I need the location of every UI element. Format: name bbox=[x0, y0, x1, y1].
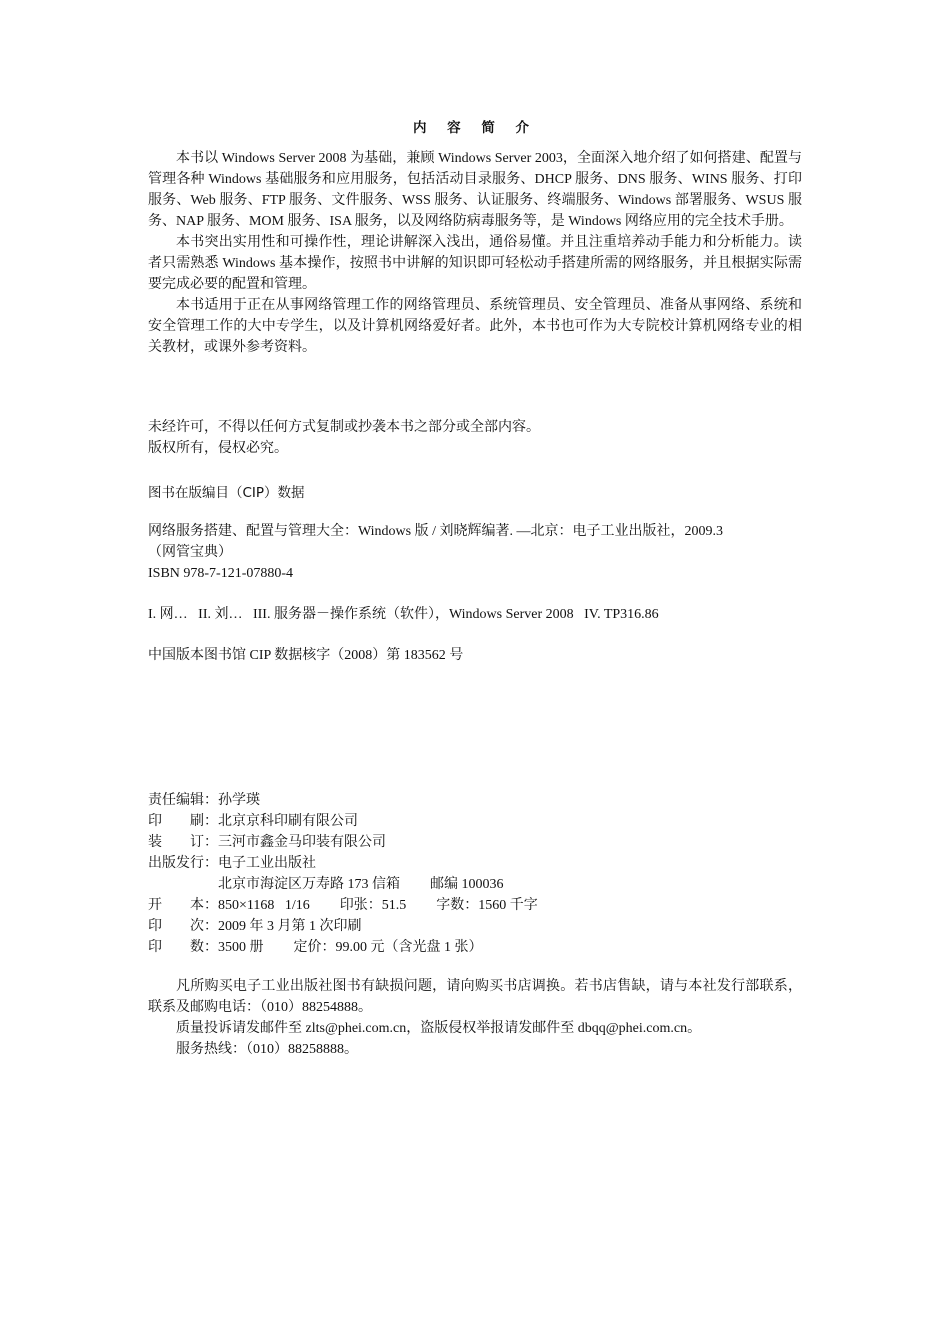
imprint-label: 责任编辑： bbox=[148, 793, 218, 808]
imprint-value: 孙学瑛 bbox=[218, 793, 260, 808]
rights-line: 版权所有，侵权必究。 bbox=[148, 441, 288, 456]
imprint-value: 2009 年 3 月第 1 次印刷 bbox=[218, 919, 362, 934]
cip-heading: 图书在版编目（CIP）数据 bbox=[148, 485, 305, 501]
purchase-notice bbox=[148, 976, 802, 1060]
imprint-row bbox=[148, 937, 538, 958]
copyright-notice bbox=[148, 417, 540, 459]
purchase-paragraph: 凡所购买电子工业出版社图书有缺损问题，请向购买书店调换。若书店售缺，请与本社发行部联系，联系及邮购电话：（010）88254888。 bbox=[148, 979, 802, 1015]
imprint-value: 定价：99.00 元（含光盘 1 张） bbox=[293, 940, 483, 955]
page-title: 内 容 简 介 bbox=[412, 120, 538, 136]
imprint-label: 装 订： bbox=[148, 835, 218, 850]
imprint-value: 印张：51.5 bbox=[339, 898, 407, 913]
summary-paragraph: 本书突出实用性和可操作性，理论讲解深入浅出，通俗易懂。并且注重培养动手能力和分析能力。读者只需熟悉 Windows 基本操作，按照书中讲解的知识即可轻松动手搭建所需的网络服务，并且根据实际需要完成必要的配置和管理。 bbox=[148, 235, 802, 292]
imprint-label: 印 次： bbox=[148, 919, 218, 934]
imprint-label: 印 刷： bbox=[148, 814, 218, 829]
cip-series-line: （网管宝典） bbox=[148, 545, 232, 560]
imprint-label: 印 数： bbox=[148, 940, 218, 955]
summary-paragraph: 本书适用于正在从事网络管理工作的网络管理员、系统管理员、安全管理员、准备从事网络、系统和安全管理工作的大中专学生，以及计算机网络爱好者。此外，本书也可作为大专院校计算机网络专业的相关教材，或课外参考资料。 bbox=[148, 298, 802, 355]
cip-bibliographic-line: 网络服务搭建、配置与管理大全：Windows 版 / 刘晓辉编著. —北京：电子工业出版社，2009.3 bbox=[148, 524, 723, 539]
imprint-value: 三河市鑫金马印装有限公司 bbox=[218, 835, 386, 850]
cip-data bbox=[148, 521, 723, 666]
imprint-value: 3500 册 bbox=[218, 940, 264, 955]
cip-classification: I. 网… II. 刘… III. 服务器－操作系统（软件），Windows Server 2008 IV. TP316.86 bbox=[148, 607, 659, 622]
imprint-value: 北京市海淀区万寿路 173 信箱 bbox=[218, 877, 400, 892]
imprint-value: 字数：1560 千字 bbox=[436, 898, 538, 913]
imprint-row bbox=[148, 895, 538, 916]
summary-section bbox=[148, 148, 802, 358]
imprint-row bbox=[148, 790, 538, 811]
isbn: ISBN 978-7-121-07880-4 bbox=[148, 566, 294, 581]
imprint-block bbox=[148, 790, 538, 958]
imprint-value: 北京京科印刷有限公司 bbox=[218, 814, 358, 829]
summary-paragraph: 本书以 Windows Server 2008 为基础，兼顾 Windows Server 2003，全面深入地介绍了如何搭建、配置与管理各种 Windows 基础服务和应用服务，包括活动目录服务、DHCP 服务、DNS 服务、WINS 服务、打印服务、Web 服务、FTP 服务、文件服务、WSS 服务、认证服务、终端服务、Windows 部署服务、WSUS 服务、NAP 服务、MOM 服务、ISA 服务，以及网络防病毒服务等，是 Windows 网络应用的完全技术手册。 bbox=[148, 151, 802, 229]
cip-check-number: 中国版本图书馆 CIP 数据核字（2008）第 183562 号 bbox=[148, 648, 464, 663]
imprint-value: 850×1168 1/16 bbox=[218, 898, 310, 913]
purchase-paragraph: 质量投诉请发邮件至 zlts@phei.com.cn，盗版侵权举报请发邮件至 dbqq@phei.com.cn。 bbox=[176, 1021, 702, 1036]
purchase-paragraph: 服务热线：（010）88258888。 bbox=[176, 1042, 358, 1057]
imprint-label: 开 本： bbox=[148, 898, 218, 913]
imprint-row bbox=[148, 832, 538, 853]
imprint-value: 邮编 100036 bbox=[430, 877, 504, 892]
imprint-row bbox=[148, 874, 538, 895]
imprint-value: 电子工业出版社 bbox=[218, 856, 316, 871]
copyright-line: 未经许可，不得以任何方式复制或抄袭本书之部分或全部内容。 bbox=[148, 420, 540, 435]
imprint-row bbox=[148, 853, 538, 874]
imprint-row bbox=[148, 916, 538, 937]
imprint-row bbox=[148, 811, 538, 832]
imprint-label: 出版发行： bbox=[148, 856, 218, 871]
